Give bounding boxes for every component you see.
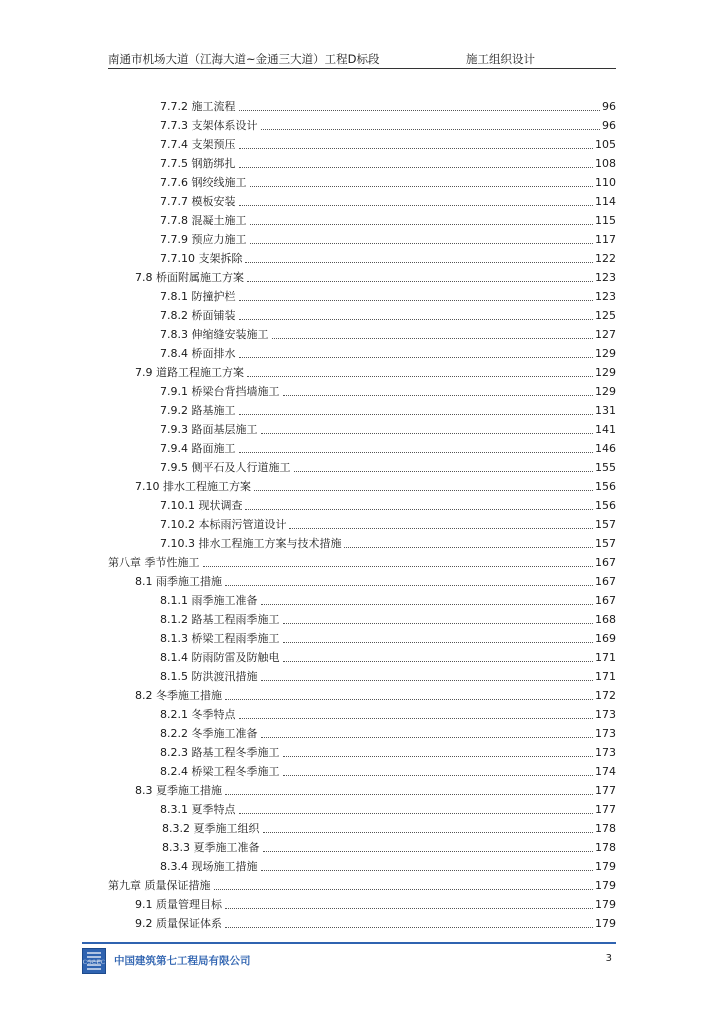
toc-entry-label: 7.7.5 钢筋绑扎 bbox=[160, 157, 236, 170]
page-number: 3 bbox=[605, 953, 612, 964]
toc-entry-label: 第八章 季节性施工 bbox=[108, 556, 200, 569]
dot-leader bbox=[225, 927, 593, 928]
toc-entry[interactable] bbox=[160, 247, 616, 266]
logo-text: CSCEC bbox=[83, 959, 105, 966]
toc-entry-page: 178 bbox=[595, 822, 616, 835]
dot-leader bbox=[245, 509, 593, 510]
toc-entry-label: 7.10.3 排水工程施工方案与技术措施 bbox=[160, 537, 342, 550]
toc-entry-page: 123 bbox=[595, 290, 616, 303]
toc-entry-page: 123 bbox=[595, 271, 616, 284]
company-logo-icon bbox=[82, 948, 106, 974]
dot-leader bbox=[239, 319, 594, 320]
toc-entry-label: 8.1.3 桥梁工程雨季施工 bbox=[160, 632, 280, 645]
toc-entry[interactable] bbox=[160, 532, 616, 551]
toc-entry-page: 141 bbox=[595, 423, 616, 436]
toc-entry[interactable] bbox=[160, 760, 616, 779]
dot-leader bbox=[239, 110, 601, 111]
dot-leader bbox=[239, 300, 594, 301]
dot-leader bbox=[261, 604, 594, 605]
dot-leader bbox=[239, 357, 594, 358]
dot-leader bbox=[225, 699, 593, 700]
toc-entry-page: 146 bbox=[595, 442, 616, 455]
dot-leader bbox=[263, 832, 594, 833]
toc-entry-page: 178 bbox=[595, 841, 616, 854]
toc-entry-label: 7.9.4 路面施工 bbox=[160, 442, 236, 455]
dot-leader bbox=[214, 889, 594, 890]
toc-entry-label: 7.7.6 钢绞线施工 bbox=[160, 176, 247, 189]
toc-entry-label: 8.1 雨季施工措施 bbox=[135, 575, 222, 588]
toc-entry[interactable] bbox=[160, 494, 616, 513]
toc-entry[interactable] bbox=[135, 475, 616, 494]
dot-leader bbox=[283, 623, 594, 624]
toc-entry-label: 8.2.1 冬季特点 bbox=[160, 708, 236, 721]
dot-leader bbox=[254, 490, 593, 491]
toc-entry[interactable] bbox=[160, 437, 616, 456]
toc-entry-page: 122 bbox=[595, 252, 616, 265]
toc-entry[interactable] bbox=[135, 912, 616, 931]
toc-entry-label: 8.3.1 夏季特点 bbox=[160, 803, 236, 816]
toc-entry-page: 173 bbox=[595, 727, 616, 740]
toc-entry[interactable] bbox=[160, 152, 616, 171]
toc-entry-label: 7.8.4 桥面排水 bbox=[160, 347, 236, 360]
toc-entry[interactable] bbox=[135, 893, 616, 912]
toc-entry-page: 114 bbox=[595, 195, 616, 208]
toc-entry-label: 7.9.3 路面基层施工 bbox=[160, 423, 258, 436]
toc-entry-label: 7.7.2 施工流程 bbox=[160, 100, 236, 113]
toc-entry-label: 9.1 质量管理目标 bbox=[135, 898, 222, 911]
toc-entry[interactable] bbox=[135, 684, 616, 703]
toc-entry[interactable] bbox=[160, 646, 616, 665]
toc-entry-label: 7.10.1 现状调查 bbox=[160, 499, 243, 512]
dot-leader bbox=[225, 585, 593, 586]
toc-entry-label: 7.8 桥面附属施工方案 bbox=[135, 271, 244, 284]
toc-entry[interactable] bbox=[160, 380, 616, 399]
dot-leader bbox=[261, 129, 601, 130]
dot-leader bbox=[239, 205, 594, 206]
toc-entry-page: 157 bbox=[595, 518, 616, 531]
toc-entry-page: 110 bbox=[595, 176, 616, 189]
toc-entry[interactable] bbox=[160, 304, 616, 323]
toc-entry-page: 156 bbox=[595, 480, 616, 493]
toc-entry-page: 96 bbox=[602, 119, 616, 132]
toc-entry-page: 171 bbox=[595, 651, 616, 664]
dot-leader bbox=[247, 281, 593, 282]
toc-entry[interactable] bbox=[160, 665, 616, 684]
dot-leader bbox=[261, 680, 594, 681]
toc-entry[interactable] bbox=[160, 114, 616, 133]
toc-entry[interactable] bbox=[160, 589, 616, 608]
cscec-logo-mark bbox=[83, 949, 105, 973]
toc-entry[interactable] bbox=[135, 779, 616, 798]
toc-entry-page: 131 bbox=[595, 404, 616, 417]
toc-entry[interactable] bbox=[160, 342, 616, 361]
toc-entry-page: 173 bbox=[595, 746, 616, 759]
dot-leader bbox=[272, 338, 594, 339]
toc-entry[interactable] bbox=[160, 608, 616, 627]
toc-entry[interactable] bbox=[108, 551, 616, 570]
toc-entry-label: 8.2.2 冬季施工准备 bbox=[160, 727, 258, 740]
toc-entry-label: 7.9.5 侧平石及人行道施工 bbox=[160, 461, 291, 474]
toc-entry-label: 7.9.1 桥梁台背挡墙施工 bbox=[160, 385, 280, 398]
toc-entry-label: 8.1.5 防洪渡汛措施 bbox=[160, 670, 258, 683]
toc-entry[interactable] bbox=[160, 418, 616, 437]
toc-entry-page: 155 bbox=[595, 461, 616, 474]
toc-entry-page: 171 bbox=[595, 670, 616, 683]
dot-leader bbox=[283, 395, 594, 396]
dot-leader bbox=[283, 642, 594, 643]
toc-entry-page: 172 bbox=[595, 689, 616, 702]
toc-entry-label: 7.9.2 路基施工 bbox=[160, 404, 236, 417]
dot-leader bbox=[239, 813, 594, 814]
toc-entry[interactable] bbox=[135, 570, 616, 589]
toc-entry-page: 129 bbox=[595, 366, 616, 379]
toc-entry[interactable] bbox=[160, 209, 616, 228]
dot-leader bbox=[261, 870, 594, 871]
toc-entry[interactable] bbox=[160, 171, 616, 190]
toc-entry-page: 179 bbox=[595, 917, 616, 930]
page-footer bbox=[82, 942, 616, 978]
toc-entry-page: 177 bbox=[595, 784, 616, 797]
toc-entry[interactable] bbox=[160, 627, 616, 646]
toc-entry-page: 169 bbox=[595, 632, 616, 645]
toc-entry-label: 7.7.3 支架体系设计 bbox=[160, 119, 258, 132]
toc-entry-label: 8.3.3 夏季施工准备 bbox=[162, 841, 260, 854]
dot-leader bbox=[289, 528, 593, 529]
toc-entry-page: 157 bbox=[595, 537, 616, 550]
dot-leader bbox=[250, 186, 594, 187]
toc-entry-page: 177 bbox=[595, 803, 616, 816]
dot-leader bbox=[261, 433, 594, 434]
toc-entry-page: 129 bbox=[595, 385, 616, 398]
toc-entry-page: 174 bbox=[595, 765, 616, 778]
toc-entry[interactable] bbox=[160, 456, 616, 475]
toc-entry[interactable] bbox=[160, 323, 616, 342]
toc-entry[interactable] bbox=[160, 399, 616, 418]
toc-entry[interactable] bbox=[160, 855, 616, 874]
dot-leader bbox=[247, 376, 593, 377]
page-header bbox=[108, 50, 616, 69]
toc-entry-page: 167 bbox=[595, 594, 616, 607]
toc-entry-label: 第九章 质量保证措施 bbox=[108, 879, 211, 892]
toc-entry-page: 167 bbox=[595, 575, 616, 588]
toc-entry-page: 125 bbox=[595, 309, 616, 322]
toc-entry-page: 96 bbox=[602, 100, 616, 113]
toc-entry[interactable] bbox=[160, 798, 616, 817]
toc-entry-label: 8.2.3 路基工程冬季施工 bbox=[160, 746, 280, 759]
dot-leader bbox=[225, 908, 593, 909]
dot-leader bbox=[283, 661, 594, 662]
toc-entry-label: 8.1.2 路基工程雨季施工 bbox=[160, 613, 280, 626]
toc-entry-label: 8.3.2 夏季施工组织 bbox=[162, 822, 260, 835]
toc-entry-page: 117 bbox=[595, 233, 616, 246]
toc-entry[interactable] bbox=[135, 266, 616, 285]
toc-entry[interactable] bbox=[160, 228, 616, 247]
toc-entry-page: 156 bbox=[595, 499, 616, 512]
toc-entry[interactable] bbox=[160, 190, 616, 209]
dot-leader bbox=[239, 414, 594, 415]
toc-entry-page: 168 bbox=[595, 613, 616, 626]
toc-entry-label: 7.10.2 本标雨污管道设计 bbox=[160, 518, 287, 531]
toc-entry[interactable] bbox=[160, 95, 616, 114]
toc-entry[interactable] bbox=[160, 285, 616, 304]
toc-entry-label: 8.2 冬季施工措施 bbox=[135, 689, 222, 702]
toc-entry[interactable] bbox=[160, 133, 616, 152]
dot-leader bbox=[344, 547, 593, 548]
toc-entry-page: 173 bbox=[595, 708, 616, 721]
toc-entry-label: 7.7.8 混凝土施工 bbox=[160, 214, 247, 227]
dot-leader bbox=[245, 262, 593, 263]
dot-leader bbox=[261, 737, 594, 738]
dot-leader bbox=[239, 718, 594, 719]
toc-entry-label: 7.8.1 防撞护栏 bbox=[160, 290, 236, 303]
toc-entry-label: 7.7.4 支架预压 bbox=[160, 138, 236, 151]
toc-entry-page: 167 bbox=[595, 556, 616, 569]
toc-entry[interactable] bbox=[162, 836, 616, 855]
dot-leader bbox=[263, 851, 594, 852]
toc-entry-page: 105 bbox=[595, 138, 616, 151]
toc-entry[interactable] bbox=[160, 703, 616, 722]
toc-entry-label: 7.8.3 伸缩缝安装施工 bbox=[160, 328, 269, 341]
dot-leader bbox=[239, 452, 594, 453]
toc-entry[interactable] bbox=[160, 513, 616, 532]
toc-entry-page: 179 bbox=[595, 898, 616, 911]
toc-entry-label: 8.1.1 雨季施工准备 bbox=[160, 594, 258, 607]
document-title: 南通市机场大道（江海大道~金通三大道）工程D标段 bbox=[108, 52, 380, 66]
toc-entry-label: 8.1.4 防雨防雷及防触电 bbox=[160, 651, 280, 664]
toc-entry[interactable] bbox=[108, 874, 616, 893]
dot-leader bbox=[250, 224, 594, 225]
dot-leader bbox=[250, 243, 594, 244]
toc-entry-label: 7.7.10 支架拆除 bbox=[160, 252, 243, 265]
dot-leader bbox=[203, 566, 594, 567]
toc-entry[interactable] bbox=[135, 361, 616, 380]
document-type: 施工组织设计 bbox=[466, 52, 535, 66]
toc-entry-page: 127 bbox=[595, 328, 616, 341]
toc-entry[interactable] bbox=[162, 817, 616, 836]
toc-entry-label: 7.7.9 预应力施工 bbox=[160, 233, 247, 246]
toc-entry-label: 8.2.4 桥梁工程冬季施工 bbox=[160, 765, 280, 778]
toc-entry-page: 179 bbox=[595, 860, 616, 873]
dot-leader bbox=[294, 471, 594, 472]
dot-leader bbox=[225, 794, 593, 795]
toc-entry-label: 8.3.4 现场施工措施 bbox=[160, 860, 258, 873]
dot-leader bbox=[239, 148, 594, 149]
toc-entry-label: 7.8.2 桥面铺装 bbox=[160, 309, 236, 322]
toc-entry-label: 7.10 排水工程施工方案 bbox=[135, 480, 251, 493]
toc-entry-label: 8.3 夏季施工措施 bbox=[135, 784, 222, 797]
company-name: 中国建筑第七工程局有限公司 bbox=[114, 955, 251, 967]
dot-leader bbox=[283, 756, 594, 757]
toc-entry-page: 115 bbox=[595, 214, 616, 227]
dot-leader bbox=[239, 167, 594, 168]
toc-entry-page: 108 bbox=[595, 157, 616, 170]
toc-entry-page: 129 bbox=[595, 347, 616, 360]
toc-entry-page: 179 bbox=[595, 879, 616, 892]
toc-entry-label: 7.7.7 模板安装 bbox=[160, 195, 236, 208]
toc-entry-label: 9.2 质量保证体系 bbox=[135, 917, 222, 930]
toc-entry-label: 7.9 道路工程施工方案 bbox=[135, 366, 244, 379]
toc-entry[interactable] bbox=[160, 722, 616, 741]
toc-entry[interactable] bbox=[160, 741, 616, 760]
dot-leader bbox=[283, 775, 594, 776]
